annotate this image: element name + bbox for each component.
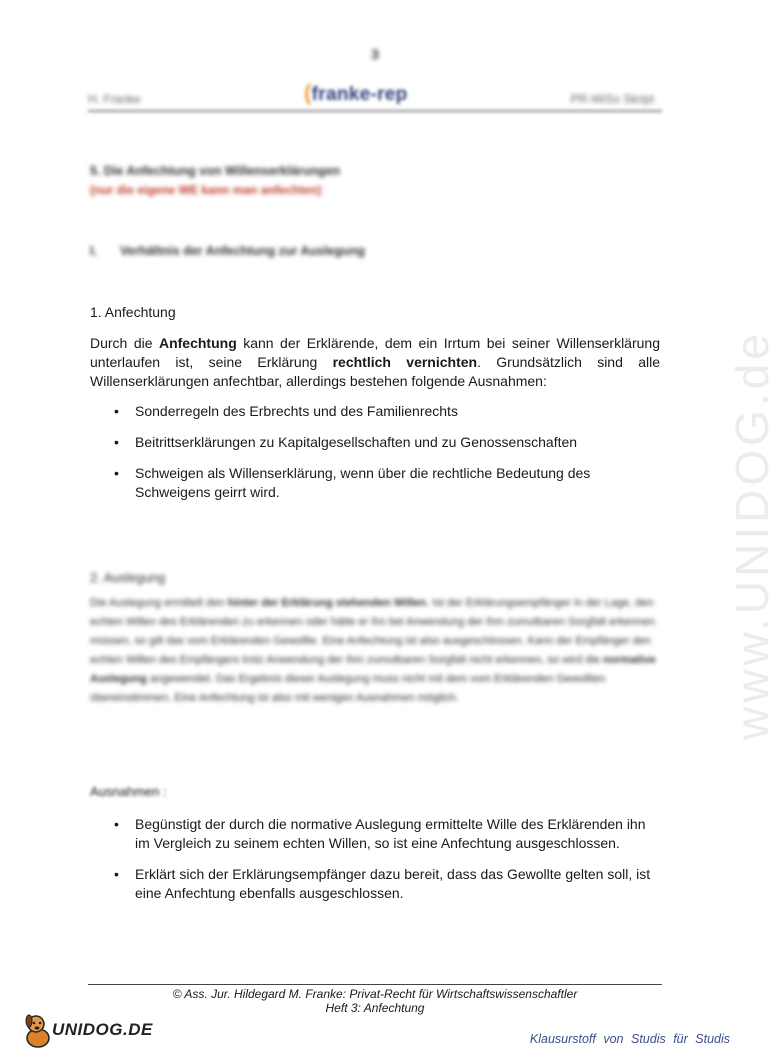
watermark — [695, 280, 778, 780]
list-item — [90, 433, 658, 452]
header-course: PR-WiSo Skript — [570, 92, 654, 106]
list-item-text: Begünstigt der durch die normative Auslegung ermittelte Wille des Erklärenden ihn im Vergleich zu seinem echten Willen, so ist eine Anfechtung ausgeschlossen. — [135, 816, 646, 851]
list-item — [90, 865, 660, 903]
auslegung-heading: 2. Auslegung — [90, 570, 166, 585]
logo-swoosh-icon: ( — [304, 80, 312, 105]
auslegung-paragraph — [90, 594, 658, 708]
ausnahmen-list — [90, 815, 660, 915]
header-author: H. Franke — [88, 92, 141, 106]
page-number: 3 — [371, 46, 379, 62]
bullet-icon: • — [114, 866, 119, 882]
bullet-icon: • — [114, 465, 119, 481]
footer-tagline: Klausurstoff von Studis für Studis — [529, 1032, 730, 1046]
roman-number: I. — [90, 244, 97, 258]
bullet-icon: • — [114, 434, 119, 450]
para-text: . Grundsätzlich sind alle Willenserklärungen anfechtbar, allerdings bestehen folgende Ausnahmen: — [90, 354, 660, 389]
anfechtung-paragraph — [90, 334, 660, 391]
list-item — [90, 464, 658, 502]
franke-rep-logo — [304, 80, 408, 106]
section-subtitle: (nur die eigene WE kann man anfechten) — [90, 183, 322, 197]
para-bold-anfechtung: Anfechtung — [158, 335, 237, 351]
logo-text: franke-rep — [311, 84, 408, 105]
footer-rule — [88, 984, 662, 985]
bullet-icon: • — [114, 403, 119, 419]
para-text: Die Auslegung ermittelt den — [90, 597, 228, 609]
exceptions-list — [90, 402, 658, 514]
para-bold-vernichten: rechtlich vernichten — [332, 354, 478, 370]
list-item — [90, 815, 660, 853]
para-bold-normative: normative Auslegung — [90, 654, 656, 685]
watermark-text: www.UNIDOG.de — [726, 330, 778, 740]
dog-icon — [22, 1012, 56, 1050]
list-item-text: Schweigen als Willenserklärung, wenn über die rechtliche Bedeutung des Schweigens geirrt wird. — [135, 465, 591, 500]
footer-copyright: © Ass. Jur. Hildegard M. Franke: Privat-Recht für Wirtschaftswissenschaftler — [172, 987, 578, 1001]
anfechtung-heading: 1. Anfechtung — [90, 304, 176, 320]
list-item-text: Erklärt sich der Erklärungsempfänger dazu bereit, dass das Gewollte gelten soll, ist eine Anfechtung ebenfalls ausgeschlossen. — [135, 866, 651, 901]
roman-heading — [90, 244, 365, 258]
para-text: angewendet. Das Ergebnis dieser Auslegung muss nicht mit dem vom Erklärenden Gewollten übereinstimmen. Eine Anfechtung ist also mit wenigen Ausnahmen möglich. — [90, 673, 606, 704]
para-text: . Ist der Erklärungsempfänger in der Lage, den echten Willen des Erklärenden zu erkennen oder hätte er ihn bei Anwendung der ihm zumutbaren Sorgfalt erkennen müssen, so gilt das vom Erklärenden Gewollte. Eine Anfechtung ist also ausgeschlossen. Kann der Empfänger den echten Willen des Empfängers trotz Anwendung der ihm zumutbaren Sorgfalt nicht erkennen, so wird die — [90, 597, 656, 666]
bullet-icon: • — [114, 816, 119, 832]
section-title: 5. Die Anfechtung von Willenserklärungen — [90, 164, 341, 178]
unidog-logo[interactable] — [22, 1010, 172, 1050]
para-text: kann der Erklärende, dem ein Irrtum bei seiner Willenserklärung unterlaufen ist, seine Erklärung — [90, 335, 660, 370]
list-item-text: Sonderregeln des Erbrechts und des Familienrechts — [135, 403, 458, 419]
para-text: Durch die — [90, 335, 159, 351]
footer-issue: Heft 3: Anfechtung — [325, 1001, 425, 1015]
list-item-text: Beitrittserklärungen zu Kapitalgesellschaften und zu Genossenschaften — [135, 434, 578, 450]
ausnahmen-heading: Ausnahmen : — [90, 784, 167, 799]
unidog-logo-text: UNIDOG.DE — [52, 1020, 153, 1039]
para-bold-willen: hinter der Erklärung stehenden Willen — [227, 597, 427, 609]
roman-title: Verhältnis der Anfechtung zur Auslegung — [120, 244, 365, 258]
list-item — [90, 402, 658, 421]
header-rule — [88, 110, 662, 112]
